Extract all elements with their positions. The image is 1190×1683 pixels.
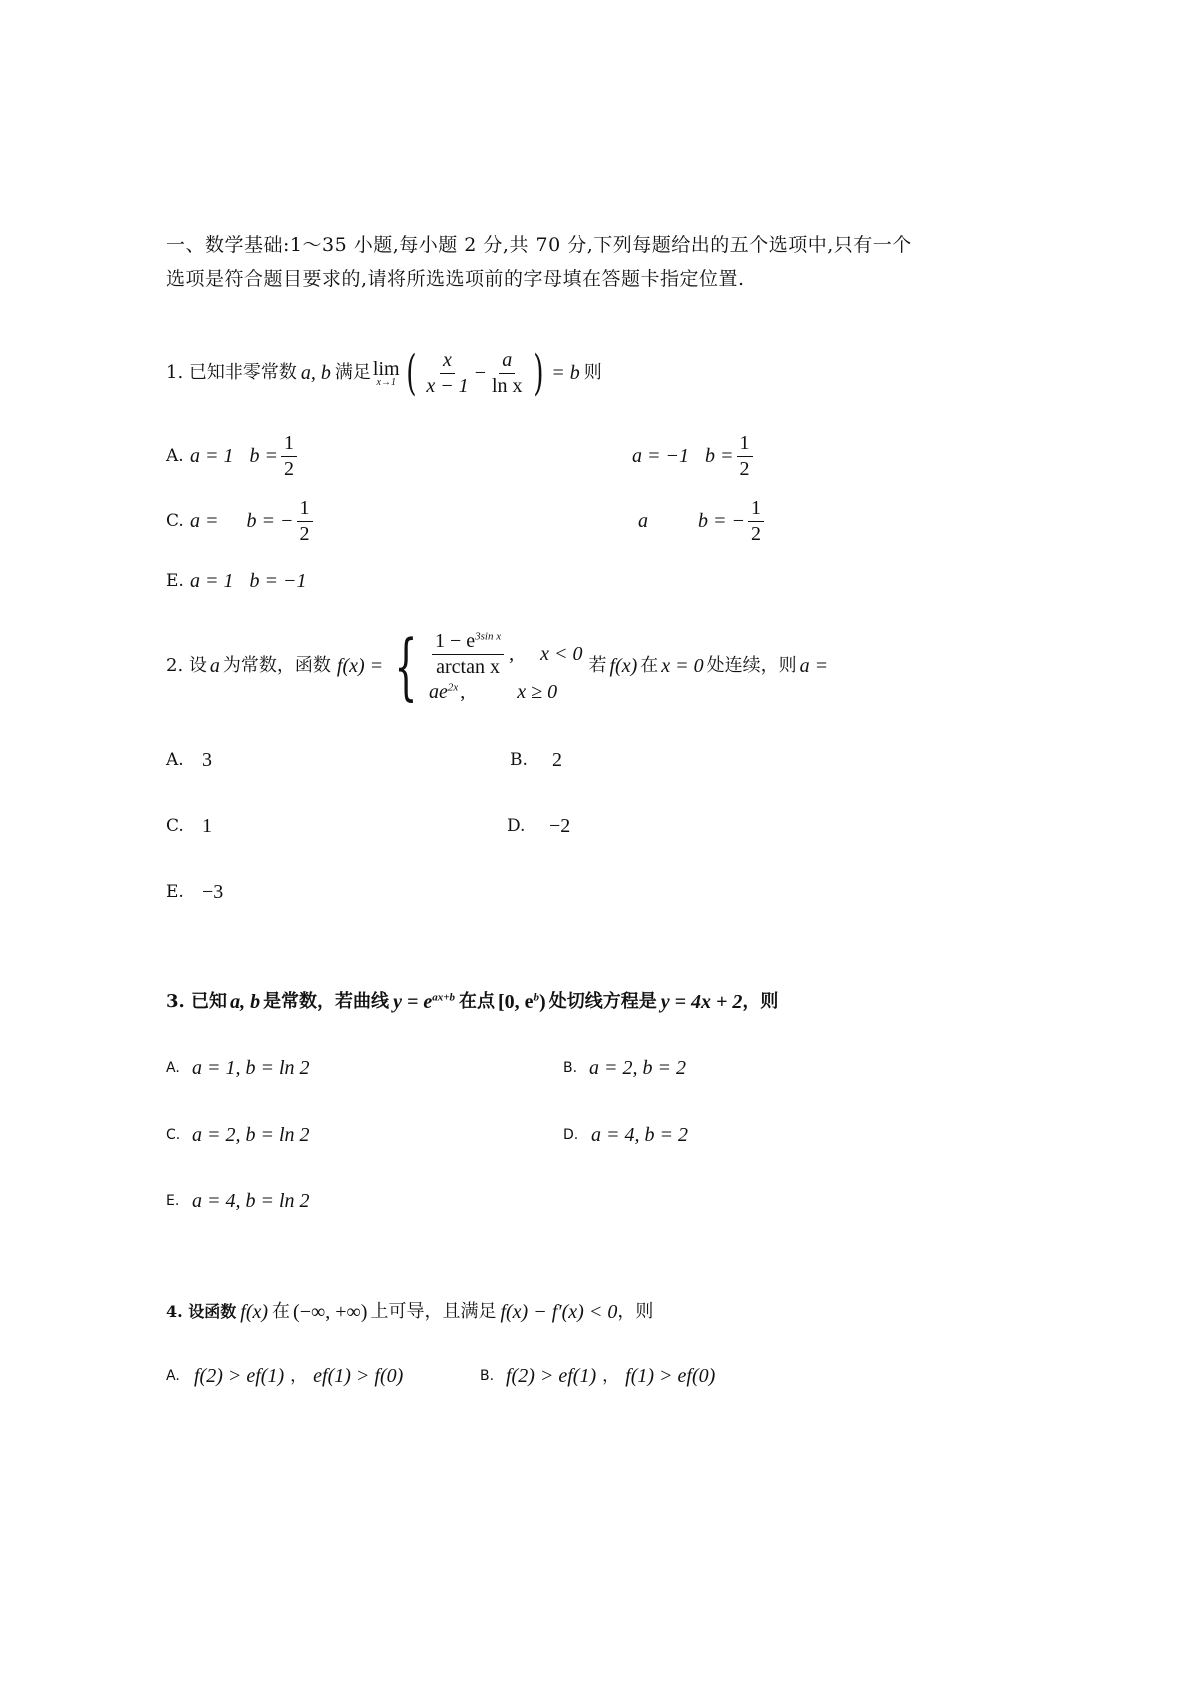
option-b-fraction	[748, 498, 764, 545]
q2-cond-function: f(x)	[609, 655, 638, 677]
q1-fraction-2-denominator: ln x	[491, 374, 523, 397]
option-value: a = 4, b = 2	[591, 1124, 688, 1146]
q2-ask: a =	[799, 655, 829, 677]
option-a-value: a = −1	[632, 445, 689, 467]
q3-point-exponent: b	[533, 991, 540, 1004]
option-value-2: ef(1) > f(0)	[313, 1365, 404, 1387]
q3-curve-text: y = e	[393, 991, 433, 1013]
q2-cond-mid: 在	[640, 655, 659, 676]
option-a-value: a = 1	[190, 570, 234, 592]
q4-prefix: 4. 设函数	[166, 1302, 237, 1321]
option-b-fraction	[281, 433, 297, 480]
q1-fraction-1	[423, 350, 471, 397]
q4-interval: (−∞, +∞)	[293, 1301, 368, 1323]
option-a-value: a	[638, 510, 648, 532]
q2-option-d[interactable]	[507, 816, 570, 836]
option-a-value: a =	[190, 510, 219, 532]
option-b-fraction	[297, 498, 313, 545]
question-1-stem	[166, 345, 602, 401]
q2-option-c[interactable]	[166, 816, 212, 836]
option-value: a = 4, b = ln 2	[192, 1190, 310, 1212]
option-label: A.	[166, 1368, 180, 1384]
option-value-1: f(2) > ef(1)	[506, 1365, 597, 1387]
section-header-line-1: 一、数学基础:1～35 小题,每小题 2 分,共 70 分,下列每题给出的五个选项中,只有一个	[166, 234, 912, 256]
q1-option-c[interactable]	[166, 497, 316, 545]
q3-suffix: ，则	[742, 991, 779, 1012]
q1-option-b[interactable]	[632, 432, 756, 480]
q4-suffix: ，则	[617, 1301, 654, 1322]
q1-fraction-2-numerator: a	[499, 350, 515, 374]
option-separator: ，	[290, 1365, 308, 1386]
q2-option-b[interactable]	[510, 750, 562, 770]
q1-fraction-1-denominator: x − 1	[426, 374, 469, 397]
q4-mid-1: 在	[272, 1301, 291, 1322]
q2-mid: 为常数，函数	[222, 655, 331, 676]
q2-var: a	[209, 655, 220, 677]
q3-option-b[interactable]	[563, 1058, 686, 1078]
q1-lim-subscript: x→1	[376, 376, 396, 388]
q1-option-e[interactable]	[166, 569, 307, 593]
q1-lim-word: lim	[372, 357, 400, 380]
q2-case-2: $ae^{2x}$ , x ≥ 0	[428, 680, 558, 703]
fraction-numerator: 1	[748, 498, 764, 522]
q2-prefix: 2. 设	[166, 655, 207, 676]
question-3-stem	[166, 985, 778, 1019]
q4-option-a[interactable]	[166, 1366, 403, 1386]
q3-option-d[interactable]	[563, 1125, 688, 1145]
option-label: B.	[480, 1368, 495, 1384]
option-b-prefix: b = −	[246, 510, 294, 532]
q4-mid-2: 上可导，且满足	[370, 1301, 497, 1322]
option-label: D.	[507, 815, 526, 836]
q2-cond-x: x = 0	[661, 655, 704, 677]
option-label: B.	[510, 749, 528, 770]
option-label: C.	[166, 1127, 181, 1143]
option-value: −2	[549, 815, 571, 837]
q3-curve-exponent: ax+b	[432, 991, 455, 1004]
q2-case-2-exponent: 2x	[447, 680, 459, 693]
fraction-denominator: 2	[284, 457, 294, 480]
q2-piecewise	[429, 631, 583, 702]
option-b-prefix: b =	[249, 445, 278, 467]
option-label: E.	[166, 881, 184, 902]
q2-case-1-condition: x < 0	[540, 643, 583, 665]
q2-option-e[interactable]	[166, 882, 223, 902]
q1-suffix: 则	[583, 362, 602, 383]
option-value-2: f(1) > ef(0)	[625, 1365, 716, 1387]
q1-mid: 满足	[334, 362, 371, 383]
q4-condition: f(x) − f′(x) < 0	[500, 1301, 618, 1323]
option-value: a = 1, b = ln 2	[192, 1057, 310, 1079]
q2-cond-end: 处连续，则	[706, 655, 797, 676]
q3-prefix: 3. 已知	[166, 991, 228, 1012]
option-b-prefix: b =	[705, 445, 734, 467]
q2-case-1-fraction	[432, 631, 504, 678]
q2-case-2-text: ae	[428, 680, 448, 703]
q3-point	[498, 992, 546, 1012]
q2-option-a[interactable]	[166, 750, 212, 770]
fraction-numerator: 1	[737, 433, 753, 457]
option-label: C.	[166, 510, 184, 531]
q2-case-1-exponent: 3sin x	[475, 629, 502, 642]
fraction-denominator: 2	[299, 522, 310, 545]
option-value: a = 2, b = 2	[589, 1057, 686, 1079]
option-label: E.	[166, 570, 184, 591]
q1-right-paren: )	[532, 345, 544, 401]
option-label: D.	[563, 1127, 579, 1143]
option-value: 1	[202, 815, 212, 837]
option-label: E.	[166, 1193, 180, 1209]
q3-vars: a, b	[230, 991, 261, 1013]
q1-rhs: = b	[551, 362, 580, 384]
q2-case-2-expr	[429, 682, 458, 702]
q2-case-2-condition: x ≥ 0	[517, 680, 558, 703]
option-value: −3	[202, 881, 224, 903]
q2-cond-text: 若	[588, 655, 607, 676]
q3-mid-1: 是常数，若曲线	[263, 991, 390, 1012]
q1-left-paren: (	[405, 345, 417, 401]
q3-option-c[interactable]	[166, 1125, 310, 1145]
q4-option-b[interactable]	[480, 1366, 715, 1386]
q1-minus: −	[474, 362, 486, 384]
option-separator: ，	[602, 1365, 620, 1386]
q1-fraction-2	[489, 350, 526, 397]
q3-mid-3: 处切线方程是	[548, 991, 657, 1012]
q1-prefix: 1. 已知非零常数	[166, 362, 297, 383]
q1-limit	[373, 359, 400, 388]
q1-vars: a, b	[300, 362, 331, 384]
option-b-value: b = −1	[249, 570, 307, 592]
q3-tangent: y = 4x + 2	[660, 991, 743, 1013]
q2-function-name: f(x) =	[336, 655, 384, 677]
option-value-1: f(2) > ef(1)	[194, 1365, 285, 1387]
q3-point-end: )	[539, 991, 546, 1013]
q2-case-1-numerator	[432, 631, 504, 655]
q2-case-1-num-text: 1 − e	[434, 629, 476, 652]
option-b-fraction	[737, 433, 753, 480]
q1-option-d[interactable]	[638, 497, 767, 545]
q3-option-e[interactable]	[166, 1191, 310, 1211]
question-2-stem	[166, 620, 828, 712]
q4-function: f(x)	[240, 1301, 269, 1323]
fraction-denominator: 2	[751, 522, 761, 545]
q2-brace: {	[394, 624, 418, 708]
option-label: A.	[166, 749, 184, 770]
q3-point-text: [0, e	[498, 991, 534, 1013]
option-label: A.	[166, 1060, 180, 1076]
option-a-value: a = 1	[190, 445, 234, 467]
option-value: 2	[552, 749, 562, 771]
q2-case-1: $\frac{1 - e^{3sin x}}{\text{arctan x}}$ , x < 0	[429, 631, 583, 678]
option-b-prefix: b = −	[698, 510, 745, 532]
option-label: A.	[166, 445, 184, 466]
q2-case-1-denominator: arctan x	[436, 655, 500, 678]
q3-option-a[interactable]	[166, 1058, 310, 1078]
option-label: B.	[563, 1060, 578, 1076]
q1-fraction-1-numerator: x	[440, 350, 455, 374]
option-value: 3	[202, 749, 212, 771]
q3-mid-2: 在点	[459, 991, 495, 1012]
option-label: C.	[166, 815, 184, 836]
question-4-stem	[166, 1297, 653, 1327]
q3-curve	[393, 992, 455, 1012]
q1-option-a[interactable]	[166, 432, 300, 480]
fraction-numerator: 1	[297, 498, 313, 522]
fraction-denominator: 2	[739, 457, 750, 480]
fraction-numerator: 1	[281, 433, 297, 457]
section-header-line-2: 选项是符合题目要求的,请将所选选项前的字母填在答题卡指定位置.	[166, 268, 745, 290]
option-value: a = 2, b = ln 2	[192, 1124, 310, 1146]
